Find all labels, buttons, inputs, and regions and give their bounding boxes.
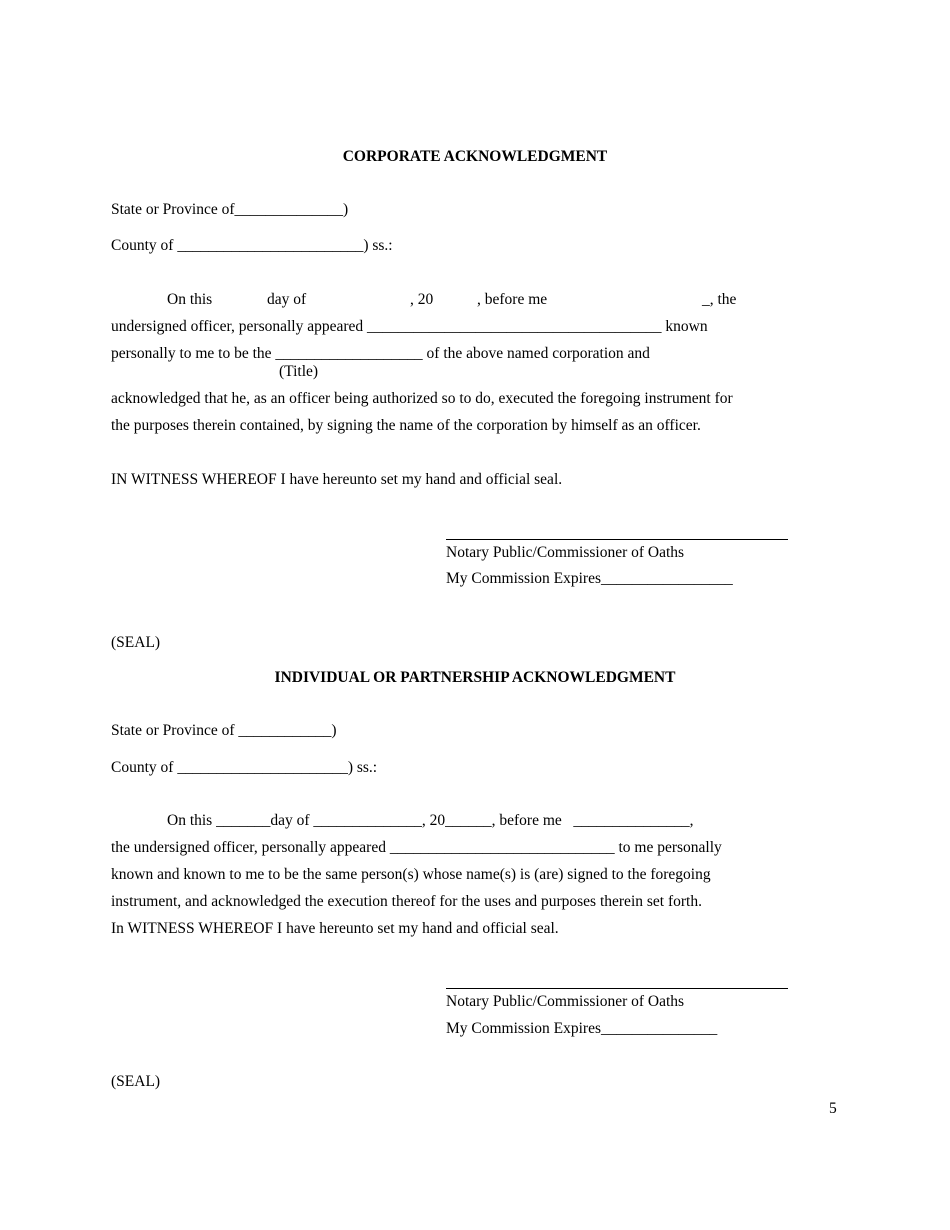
corporate-paragraph-line-3: personally to me to be the ___________________ of the above named corporation and	[111, 345, 650, 362]
corporate-witness: IN WITNESS WHEREOF I have hereunto set my hand and official seal.	[111, 471, 563, 488]
corporate-title: CORPORATE ACKNOWLEDGMENT	[342, 148, 608, 165]
individual-state-line: State or Province of ____________)	[111, 722, 337, 739]
individual-title: INDIVIDUAL OR PARTNERSHIP ACKNOWLEDGMENT	[274, 669, 676, 686]
individual-paragraph-line-3: known and known to me to be the same person(s) whose name(s) is (are) signed to the foregoing	[111, 866, 711, 883]
corporate-year-prefix: , 20	[410, 291, 434, 308]
corporate-county-line: County of ________________________) ss.:	[111, 237, 393, 254]
corporate-day-of: day of	[267, 291, 307, 308]
individual-witness: In WITNESS WHEREOF I have hereunto set my hand and official seal.	[111, 920, 559, 937]
state-blank-field[interactable]: ____________	[238, 722, 332, 739]
county-blank-field[interactable]: ________________________	[177, 237, 364, 254]
corporate-paragraph-line-2: undersigned officer, personally appeared ______________________________________ known	[111, 318, 708, 335]
commission-label: My Commission Expires	[446, 1020, 602, 1037]
corporate-state-line: State or Province of______________)	[111, 201, 349, 218]
individual-notary-label: Notary Public/Commissioner of Oaths	[446, 993, 685, 1010]
corporate-commission-line	[446, 570, 733, 588]
individual-signature-line[interactable]	[446, 988, 788, 989]
state-blank-field[interactable]: ______________	[234, 201, 344, 218]
corporate-paragraph-line-5: the purposes therein contained, by signing the name of the corporation by himself as an officer.	[111, 417, 701, 434]
county-label: County of	[111, 759, 174, 776]
individual-commission-line	[446, 1020, 717, 1038]
corporate-before-me: , before me	[477, 291, 548, 308]
corporate-paragraph-line-4: acknowledged that he, as an officer being authorized so to do, executed the foregoing instrument for	[111, 390, 733, 407]
individual-county-line: County of ______________________) ss.:	[111, 759, 378, 776]
corporate-the: _, the	[702, 291, 737, 308]
corporate-notary-label: Notary Public/Commissioner of Oaths	[446, 544, 685, 561]
corporate-on-this: On this	[167, 291, 213, 308]
individual-paragraph-line-2: the undersigned officer, personally appeared _____________________________ to me personally	[111, 839, 722, 856]
county-label: County of	[111, 237, 174, 254]
title-caption: (Title)	[279, 363, 319, 380]
individual-paragraph-line-1: On this _______day of ______________, 20______, before me _______________,	[167, 812, 694, 829]
individual-seal: (SEAL)	[111, 1073, 161, 1090]
state-label: State or Province of	[111, 201, 235, 218]
corporate-signature-line[interactable]	[446, 539, 788, 540]
commission-label: My Commission Expires	[446, 570, 602, 587]
state-label: State or Province of	[111, 722, 235, 739]
page-number: 5	[829, 1100, 837, 1117]
corporate-seal: (SEAL)	[111, 634, 161, 651]
commission-blank-field[interactable]: _______________	[601, 1020, 718, 1037]
commission-blank-field[interactable]: _________________	[601, 570, 733, 587]
individual-paragraph-line-4: instrument, and acknowledged the execution thereof for the uses and purposes therein set forth.	[111, 893, 702, 910]
county-blank-field[interactable]: ______________________	[177, 759, 348, 776]
